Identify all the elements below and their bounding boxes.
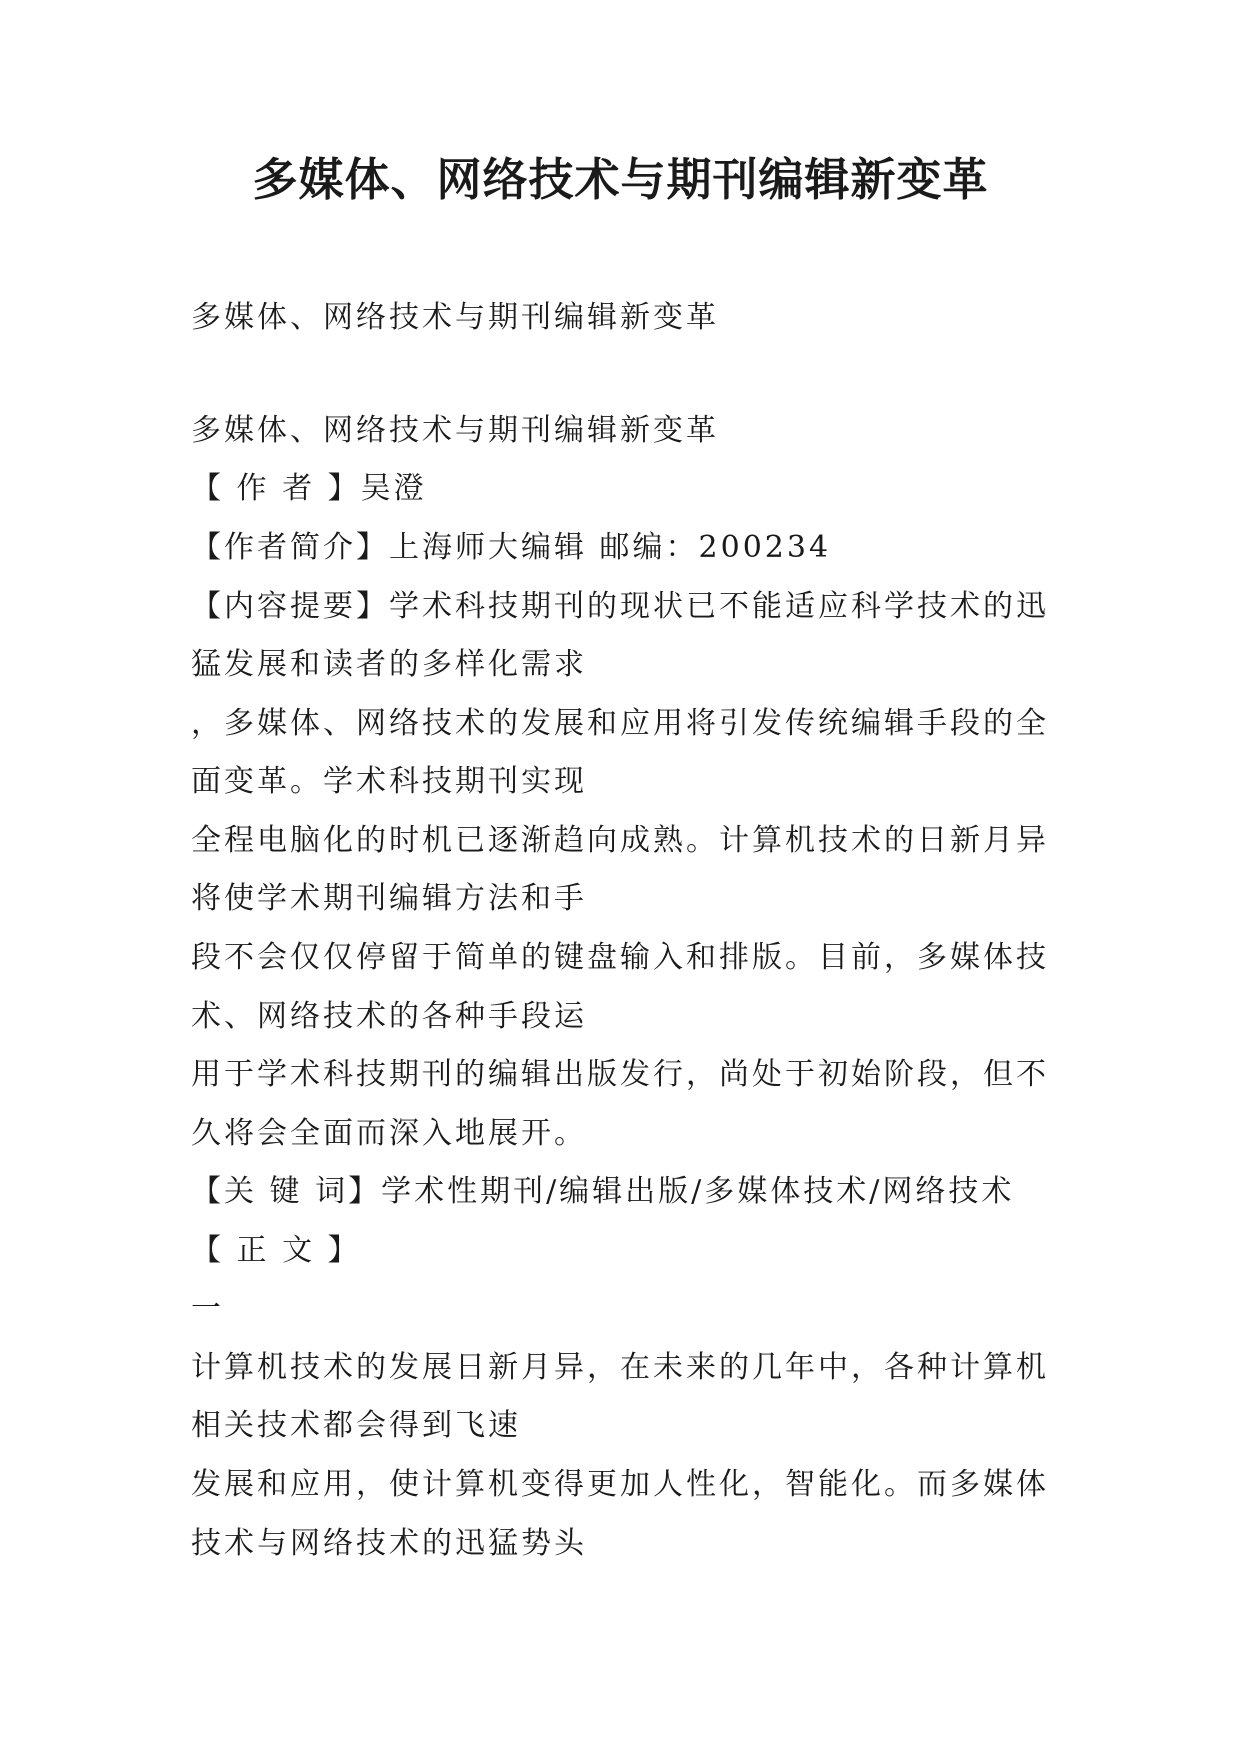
body-paragraph-line: 相关技术都会得到飞速 — [191, 1408, 521, 1443]
abstract-line: 猛发展和读者的多样化需求 — [191, 647, 587, 682]
abstract-line: 段不会仅仅停留于简单的键盘输入和排版。目前，多媒体技 — [191, 940, 1049, 975]
article-title-line: 多媒体、网络技术与期刊编辑新变革 — [191, 413, 719, 448]
document-title: 多媒体、网络技术与期刊编辑新变革 — [252, 153, 989, 206]
body-paragraph-line: 计算机技术的发展日新月异，在未来的几年中，各种计算机 — [191, 1350, 1049, 1385]
body-heading-line: 【 正 文 】 — [191, 1233, 361, 1268]
abstract-line: ，多媒体、网络技术的发展和应用将引发传统编辑手段的全 — [191, 706, 1049, 741]
abstract-line: 【内容提要】学术科技期刊的现状已不能适应科学技术的迅 — [191, 589, 1049, 624]
abstract-line: 将使学术期刊编辑方法和手 — [191, 881, 587, 916]
author-bio-line: 【作者简介】上海师大编辑 邮编：200234 — [191, 530, 832, 565]
body-paragraph-line: 发展和应用，使计算机变得更加人性化，智能化。而多媒体 — [191, 1467, 1049, 1502]
abstract-line: 术、网络技术的各种手段运 — [191, 999, 587, 1034]
section-number-line: 一 — [191, 1291, 224, 1326]
keywords-line: 【关 键 词】学术性期刊/编辑出版/多媒体技术/网络技术 — [191, 1174, 1015, 1209]
abstract-line: 用于学术科技期刊的编辑出版发行，尚处于初始阶段，但不 — [191, 1057, 1049, 1092]
abstract-line: 全程电脑化的时机已逐渐趋向成熟。计算机技术的日新月异 — [191, 823, 1049, 858]
subtitle-line: 多媒体、网络技术与期刊编辑新变革 — [191, 300, 719, 335]
author-line: 【 作 者 】吴澄 — [191, 471, 427, 506]
body-paragraph-line: 技术与网络技术的迅猛势头 — [191, 1526, 587, 1561]
abstract-line: 面变革。学术科技期刊实现 — [191, 764, 587, 799]
abstract-line: 久将会全面而深入地展开。 — [191, 1116, 587, 1151]
